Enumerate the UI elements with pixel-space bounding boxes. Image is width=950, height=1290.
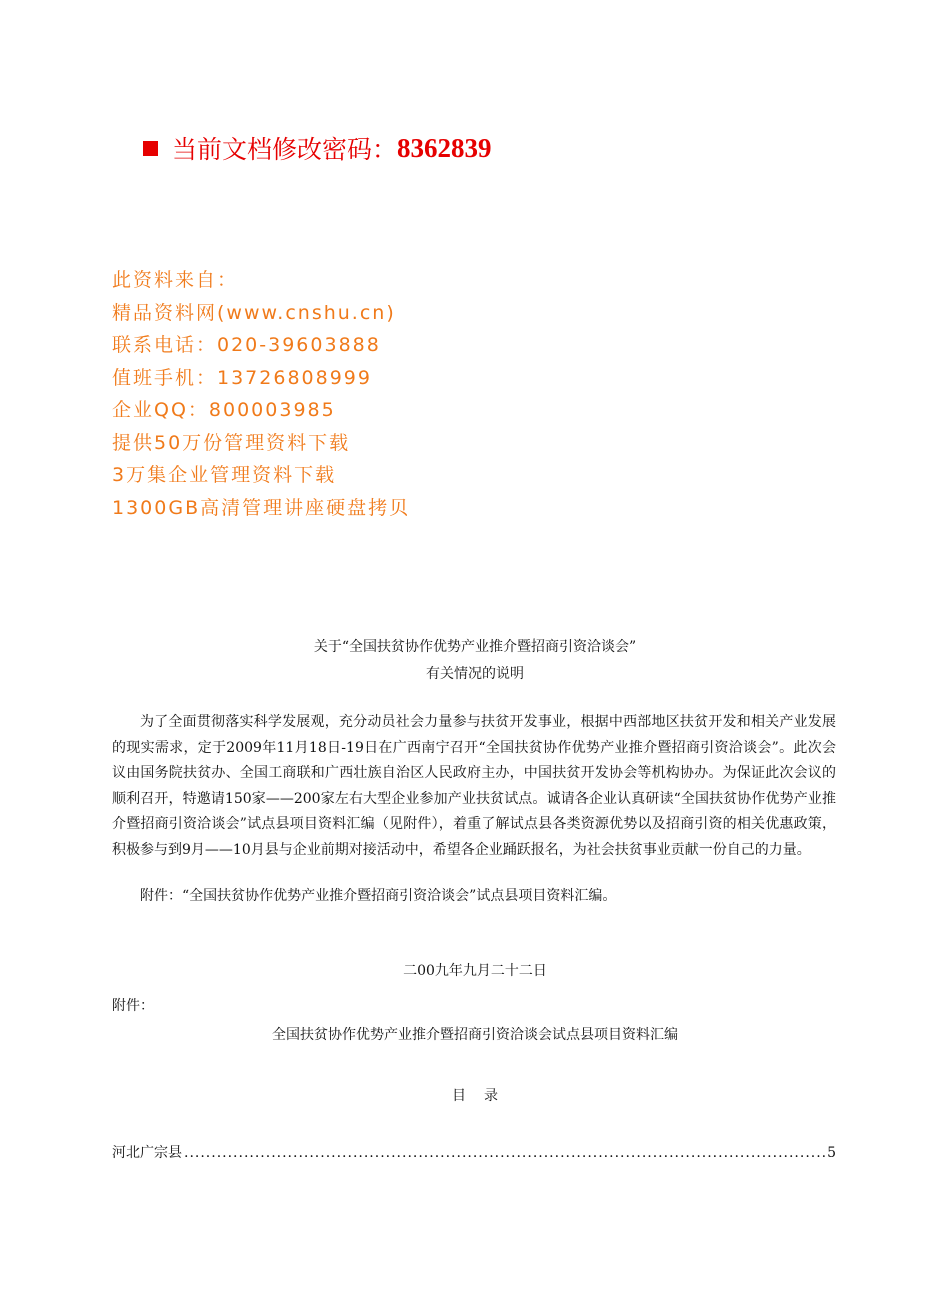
body-paragraph: 为了全面贯彻落实科学发展观，充分动员社会力量参与扶贫开发事业，根据中西部地区扶贫开发和相关产业发展的现实需求，定于2009年11月18日-19日在广西南宁召开“全国扶贫协作优势产业推介暨招商引资洽谈会”。此次会议由国务院扶贫办、全国工商联和广西壮族自治区人民政府主办，中国扶贫开发协会等机构协办。为保证此次会议的顺利召开，特邀请150家——200家左右大型企业参加产业扶贫试点。诚请各企业认真研读“全国扶贫协作优势产业推介暨招商引资洽谈会”试点县项目资料汇编（见附件），着重了解试点县各类资源优势以及招商引资的相关优惠政策，积极参与到9月——10月县与企业前期对接活动中，希望各企业踊跃报名，为社会扶贫事业贡献一份自己的力量。 bbox=[112, 714, 836, 858]
toc-entry[interactable] bbox=[112, 1142, 836, 1162]
ad-line-qq: 企业QQ：800003985 bbox=[112, 399, 336, 421]
toc-entry-page: 5 bbox=[827, 1145, 836, 1161]
document-title: 关于“全国扶贫协作优势产业推介暨招商引资洽谈会” bbox=[313, 639, 637, 655]
source-ad-block bbox=[112, 264, 410, 524]
ad-line-source: 此资料来自： bbox=[112, 269, 239, 291]
toc-heading: 目录 bbox=[452, 1088, 516, 1104]
password-notice bbox=[143, 128, 492, 168]
ad-line-offer-2: 3万集企业管理资料下载 bbox=[112, 464, 337, 486]
ad-line-website: 精品资料网(www.cnshu.cn) bbox=[112, 301, 396, 324]
toc-leader-dots bbox=[184, 1145, 825, 1161]
attachment-label: 附件： bbox=[112, 998, 154, 1014]
ad-line-phone: 联系电话：020-39603888 bbox=[112, 334, 381, 356]
password-value: 8362839 bbox=[397, 132, 492, 163]
ad-line-mobile: 值班手机：13726808999 bbox=[112, 366, 372, 389]
ad-line-offer-1: 提供50万份管理资料下载 bbox=[112, 431, 351, 454]
toc-entry-label: 河北广宗县 bbox=[112, 1145, 182, 1161]
compilation-title: 全国扶贫协作优势产业推介暨招商引资洽谈会试点县项目资料汇编 bbox=[272, 1027, 678, 1043]
document-date: 二00九年九月二十二日 bbox=[403, 963, 547, 979]
document-subtitle: 有关情况的说明 bbox=[426, 666, 524, 682]
attachment-note: 附件：“全国扶贫协作优势产业推介暨招商引资洽谈会”试点县项目资料汇编。 bbox=[140, 888, 617, 904]
password-label: 当前文档修改密码： bbox=[172, 135, 398, 164]
ad-line-offer-3: 1300GB高清管理讲座硬盘拷贝 bbox=[112, 496, 411, 519]
red-square-icon bbox=[143, 141, 158, 156]
